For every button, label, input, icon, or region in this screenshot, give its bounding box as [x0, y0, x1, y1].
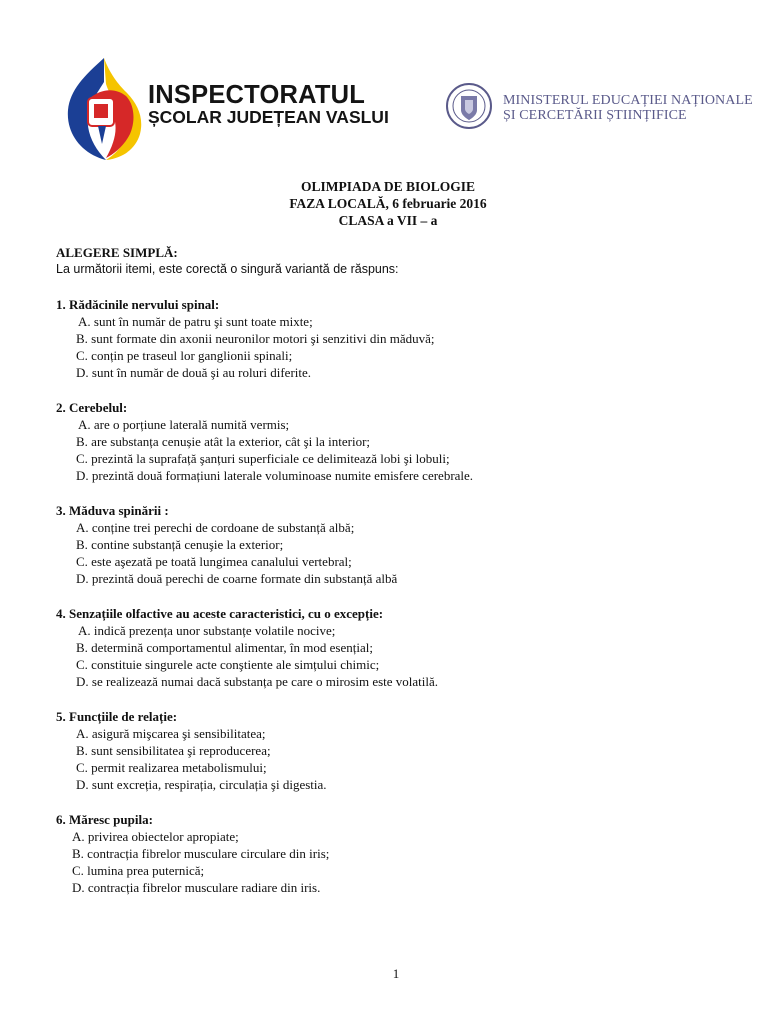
phase-date: FAZA LOCALĂ, 6 februarie 2016: [289, 196, 487, 211]
isj-logo-icon: [64, 58, 146, 162]
isj-title: INSPECTORATUL: [148, 81, 365, 109]
page-header: [0, 0, 768, 160]
question-1: [56, 296, 736, 381]
question-title: 2. Cerebelul:: [56, 400, 128, 415]
option-b: B. determină comportamentul alimentar, în mod esențial;: [76, 640, 373, 655]
option-b: B. sunt sensibilitatea şi reproducerea;: [76, 743, 271, 758]
olympiad-title: OLIMPIADA DE BIOLOGIE: [300, 179, 476, 194]
section-title: ALEGERE SIMPLĂ:: [56, 245, 178, 260]
class-level: CLASA a VII – a: [338, 213, 438, 228]
option-a: A. indică prezența unor substanțe volatile nocive;: [78, 623, 336, 638]
question-title: 6. Măresc pupila:: [56, 812, 153, 827]
question-title: 5. Funcțiile de relație:: [56, 709, 178, 724]
option-c: C. prezintă la suprafață şanțuri superficiale ce delimitează lobi şi lobuli;: [76, 451, 450, 466]
option-d: D. prezintă două formațiuni laterale voluminoase numite emisfere cerebrale.: [76, 468, 474, 483]
option-c: C. permit realizarea metabolismului;: [76, 760, 267, 775]
question-title: 3. Măduva spinării :: [56, 503, 169, 518]
question-3: [56, 502, 736, 587]
section-instructions: La următorii itemi, este corectă o singură variantă de răspuns:: [56, 262, 399, 276]
option-c: C. lumina prea puternică;: [72, 863, 205, 878]
question-5: [56, 708, 736, 793]
option-c: C. constituie singurele acte conştiente ale simțului chimic;: [76, 657, 380, 672]
question-title: 4. Senzațiile olfactive au aceste caracteristici, cu o excepție:: [56, 606, 384, 621]
question-2: [56, 399, 736, 484]
question-title: 1. Rădăcinile nervului spinal:: [56, 297, 220, 312]
option-d: D. sunt în număr de două şi au roluri diferite.: [76, 365, 312, 380]
option-b: B. are substanța cenușie atât la exterior, cât şi la interior;: [76, 434, 371, 449]
option-d: D. contracția fibrelor musculare radiare din iris.: [72, 880, 321, 895]
option-a: A. privirea obiectelor apropiate;: [72, 829, 239, 844]
isj-subtitle: ȘCOLAR JUDEȚEAN VASLUI: [148, 107, 389, 127]
option-a: A. conține trei perechi de cordoane de substanță albă;: [76, 520, 355, 535]
option-d: D. se realizează numai dacă substanța pe care o mirosim este volatilă.: [76, 674, 439, 689]
option-b: B. contine substanță cenuşie la exterior;: [76, 537, 284, 552]
option-d: D. prezintă două perechi de coarne formate din substanță albă: [76, 571, 398, 586]
option-a: A. are o porțiune laterală numită vermis;: [78, 417, 290, 432]
question-4: [56, 605, 736, 690]
ministry-name-line2: ȘI CERCETĂRII ȘTIINȚIFICE: [503, 108, 687, 123]
page-number: 1: [392, 966, 400, 981]
option-b: B. sunt formate din axonii neuronilor motori şi senzitivi din măduvă;: [76, 331, 435, 346]
option-a: A. asigură mişcarea şi sensibilitatea;: [76, 726, 266, 741]
option-c: C. este aşezată pe toată lungimea canalului vertebral;: [76, 554, 352, 569]
option-d: D. sunt excreția, respirația, circulația şi digestia.: [76, 777, 327, 792]
document-titles: [0, 178, 768, 229]
question-list: [56, 244, 736, 896]
question-6: [56, 811, 736, 896]
option-c: C. conțin pe traseul lor ganglionii spinali;: [76, 348, 293, 363]
ministry-name-line1: MINISTERUL EDUCAȚIEI NAȚIONALE: [503, 93, 753, 108]
option-a: A. sunt în număr de patru şi sunt toate mixte;: [78, 314, 313, 329]
option-b: B. contracția fibrelor musculare circulare din iris;: [72, 846, 330, 861]
government-seal-icon: [444, 82, 494, 130]
